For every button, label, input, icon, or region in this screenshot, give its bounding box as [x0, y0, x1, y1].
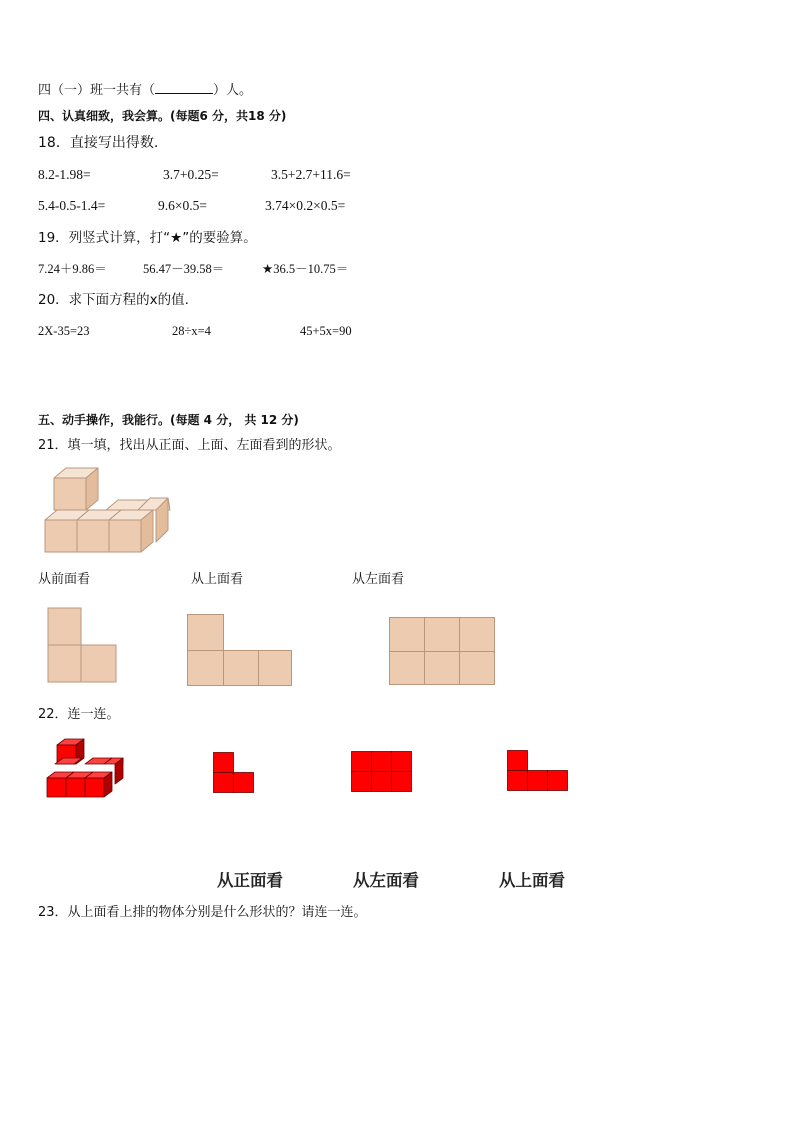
- red-l-shape-wide: [507, 750, 569, 792]
- red-cube-figure: [45, 738, 127, 802]
- left-view-shape: [389, 617, 497, 687]
- q18-item: 8.2-1.98=: [38, 167, 91, 182]
- q20-item: 45+5x=90: [300, 324, 352, 338]
- red-grid-shape: [351, 751, 413, 793]
- q19-item: 7.24＋9.86＝: [38, 262, 107, 276]
- q18-stem: 18．直接写出得数.: [38, 135, 159, 151]
- class-count-question: [38, 82, 252, 99]
- class-count-suffix: ）人。: [213, 83, 253, 98]
- q22-label-left: 从左面看: [353, 871, 419, 890]
- q20-item: 28÷x=4: [172, 324, 211, 338]
- q20-stem: 20．求下面方程的x的值.: [38, 292, 189, 308]
- q22-label-top: 从上面看: [499, 871, 565, 890]
- q23-stem: 23．从上面看上排的物体分别是什么形状的？请连一连。: [38, 905, 367, 920]
- red-l-shape-small: [213, 752, 257, 794]
- q21-stem: 21．填一填，找出从正面、上面、左面看到的形状。: [38, 438, 341, 453]
- q19-stem: 19．列竖式计算，打“★”的要验算。: [38, 230, 257, 246]
- section-5-heading: 五、动手操作，我能行。(每题 4 分， 共 12 分): [38, 413, 299, 427]
- q18-item: 5.4-0.5-1.4=: [38, 198, 106, 213]
- q18-item: 3.7+0.25=: [163, 167, 219, 182]
- top-view-shape: [187, 614, 295, 688]
- q21-label-top: 从上面看: [191, 572, 244, 587]
- q18-item: 9.6×0.5=: [158, 198, 207, 213]
- q18-item: 3.5+2.7+11.6=: [271, 167, 351, 182]
- q19-item: 56.47－39.58＝: [143, 262, 225, 276]
- answer-blank[interactable]: [155, 82, 213, 94]
- class-count-prefix: 四（一）班一共有（: [38, 83, 156, 98]
- front-view-shape: [47, 607, 119, 685]
- q20-item: 2X-35=23: [38, 324, 90, 338]
- q21-label-front: 从前面看: [38, 572, 91, 587]
- q21-label-left: 从左面看: [352, 572, 405, 587]
- q22-label-front: 从正面看: [217, 871, 283, 890]
- cube-stack-figure: [40, 468, 175, 558]
- q22-stem: 22．连一连。: [38, 707, 120, 722]
- section-4-heading: 四、认真细致，我会算。(每题6 分，共18 分): [38, 109, 287, 123]
- q19-item: ★36.5－10.75＝: [262, 262, 349, 276]
- q18-item: 3.74×0.2×0.5=: [265, 198, 346, 213]
